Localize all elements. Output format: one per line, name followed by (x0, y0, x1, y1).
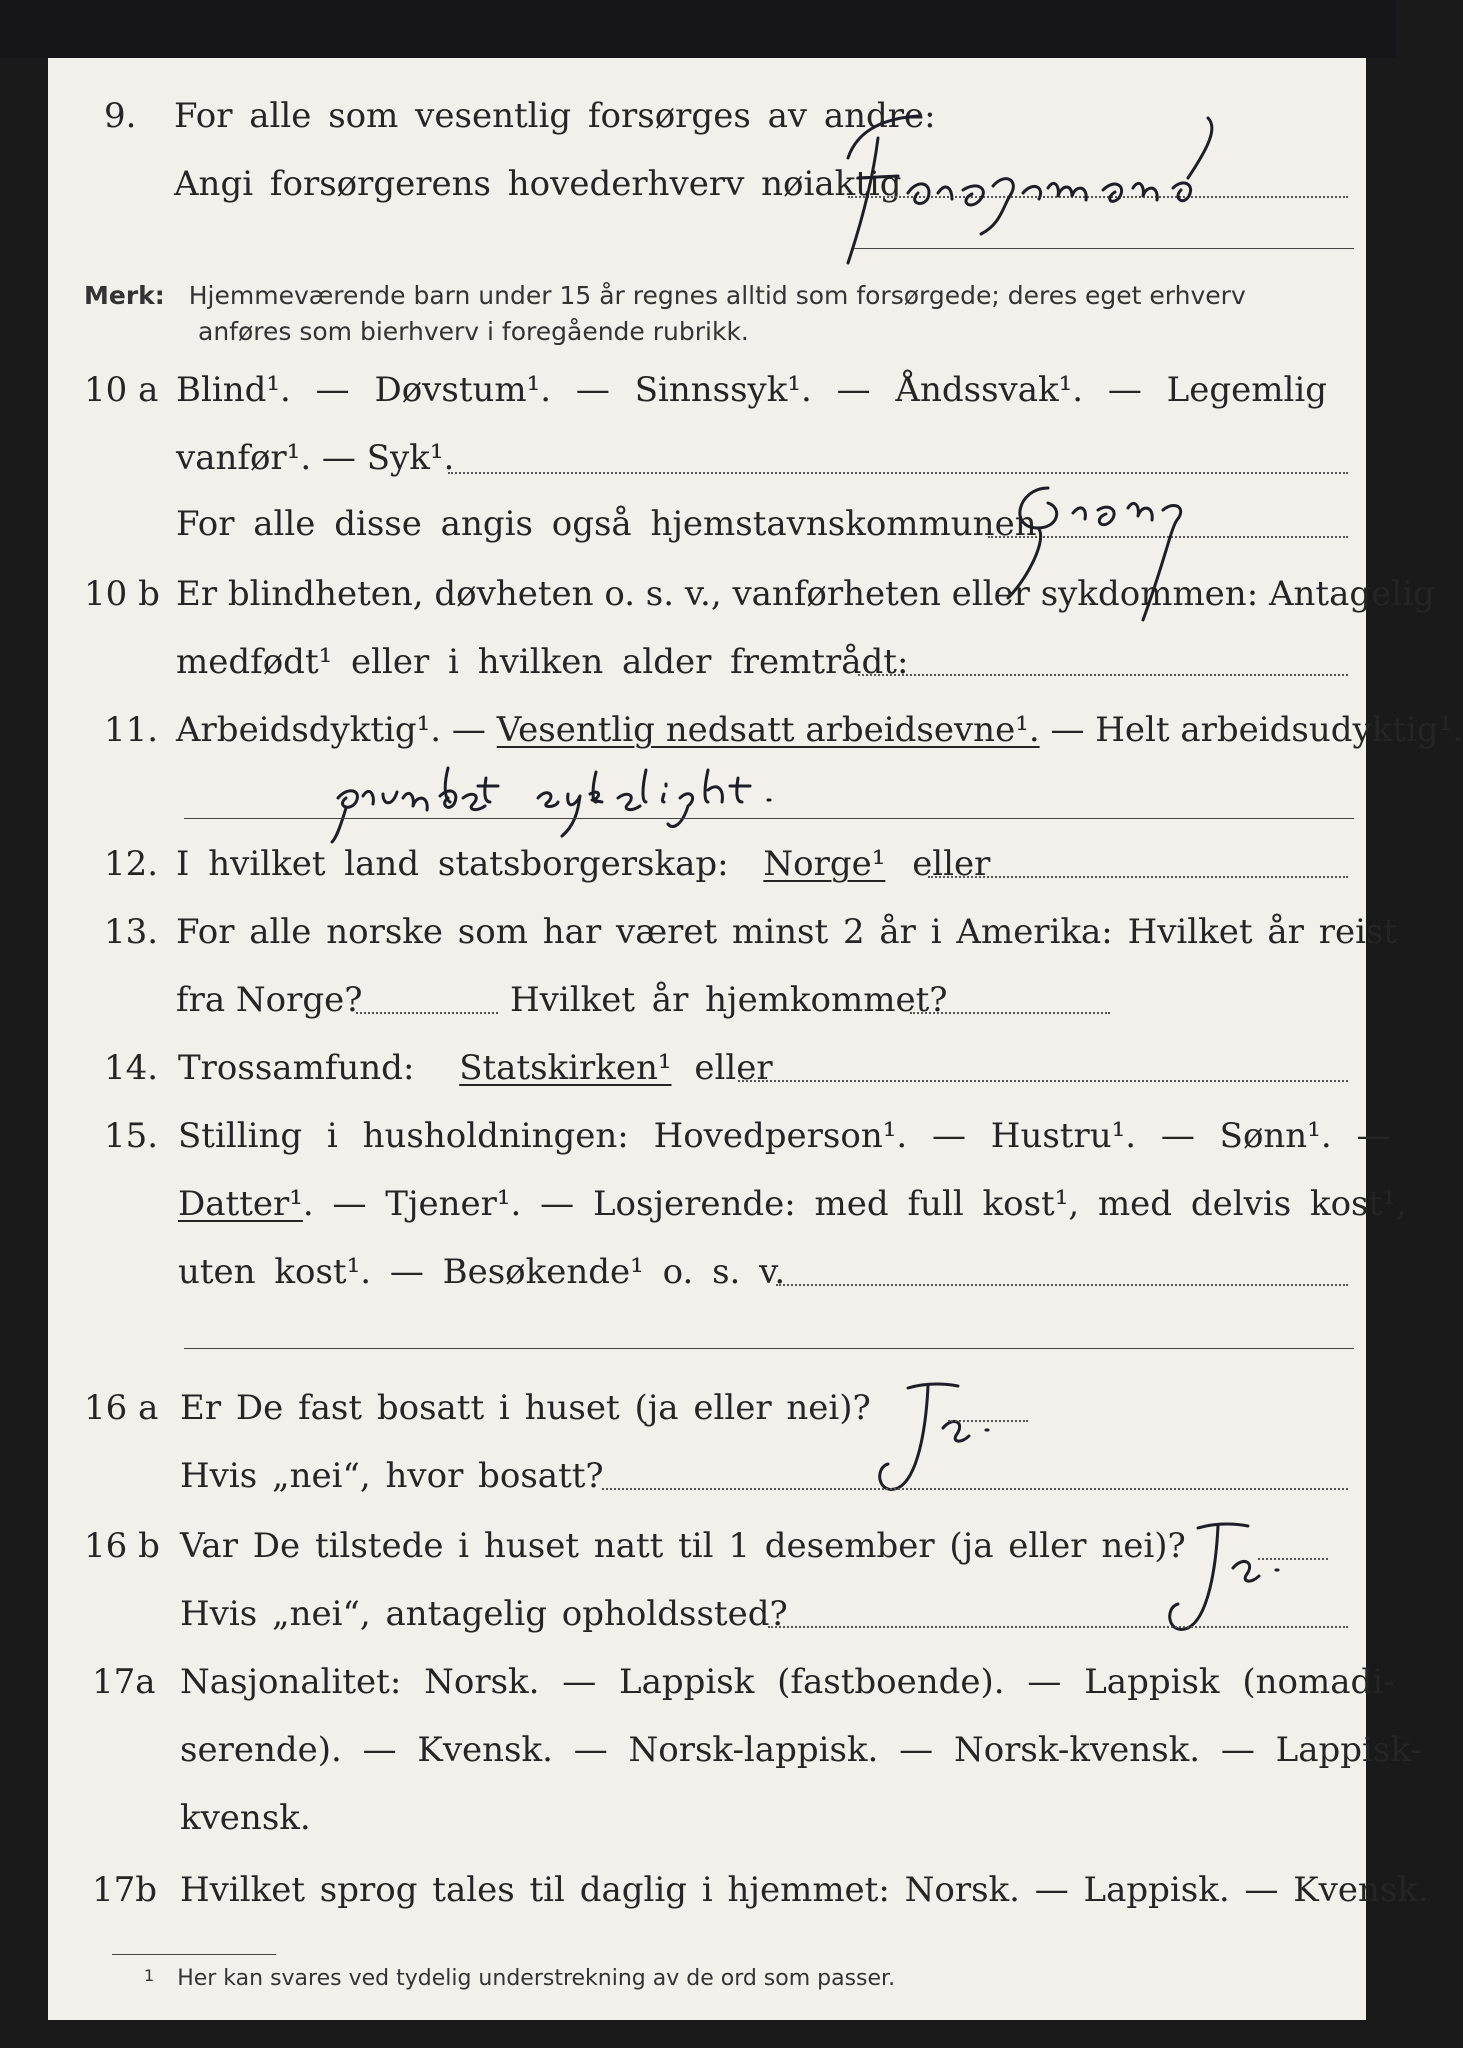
footnote-mark: 1 (144, 1966, 155, 1985)
footnote-text: Her kan svares ved tydelig understrekning av de ord som passer. (177, 1966, 896, 1991)
q10a-answer (49, 61, 50, 62)
q10a-line1: Blind¹. — Døvstum¹. — Sinnssyk¹. — Åndssvak¹. — Legemlig (176, 370, 1327, 410)
q10b-line2: medfødt¹ eller i hvilken alder fremtrådt: (176, 642, 909, 682)
q9-answer-underline (854, 248, 1354, 249)
q15-answer-line (776, 1284, 1348, 1286)
q9-line1: For alle som vesentlig forsørges av andre: (174, 96, 936, 136)
q16a-line1: Er De fast bosatt i huset (ja eller nei)? (180, 1388, 871, 1428)
q13-line1: For alle norske som har været minst 2 år i Amerika: Hvilket år reist (176, 912, 1398, 952)
q15-line2-text: . — Tjener¹. — Losjerende: med full kost¹, med delvis kost¹, (302, 1184, 1407, 1224)
q16a-handwriting-ja (848, 1368, 1008, 1508)
q9-handwriting-signature (818, 98, 1278, 268)
q12-option-norge-selected: Norge¹ (763, 844, 886, 884)
q13-hjemkommet-line (910, 1012, 1110, 1014)
footnote-rule (112, 1954, 276, 1955)
q16a-number: 16 a (84, 1388, 159, 1428)
merk-text-line2: anføres som bierhverv i foregående rubrikk. (198, 317, 749, 346)
q13-reist-line (356, 1012, 498, 1014)
q12-line (176, 844, 990, 884)
q10a-number: 10 a (84, 370, 159, 410)
q10a-line2: vanfør¹. — Syk¹. (176, 438, 455, 478)
q13-line2b: Hvilket år hjemkommet? (510, 980, 948, 1020)
q15-number: 15. (104, 1116, 159, 1156)
q11-option-udyktig: — Helt arbeidsudyktig¹. (1050, 710, 1463, 750)
q16b-line2: Hvis „nei“, antagelig opholdssted? (180, 1594, 788, 1634)
q16b-number: 16 b (84, 1526, 160, 1566)
q14-answer-line (738, 1080, 1348, 1082)
q9-number: 9. (104, 96, 137, 136)
q16b-answer (49, 67, 50, 68)
q17a-number: 17a (92, 1662, 156, 1702)
q17a-line2: serende). — Kvensk. — Norsk-lappisk. — Norsk-kvensk. — Lappisk- (180, 1730, 1422, 1770)
q17a-line1: Nasjonalitet: Norsk. — Lappisk (fastboende). — Lappisk (nomadi- (180, 1662, 1395, 1702)
q14-tail: eller (694, 1048, 773, 1088)
census-form-page (48, 58, 1463, 2020)
q14-option-statskirken-selected: Statskirken¹ (459, 1048, 672, 1088)
q10b-line1: Er blindheten, døvheten o. s. v., vanførheten eller sykdommen: Antagelig (176, 574, 1435, 614)
q16a-bosatt-line (602, 1488, 1348, 1490)
q15-option-datter-selected: Datter¹ (178, 1184, 303, 1224)
q11-options (176, 710, 1463, 750)
q14-line (178, 1048, 773, 1088)
q16a-answer (49, 65, 50, 66)
q15-line2 (178, 1184, 1407, 1224)
q9-answer (49, 59, 50, 60)
q13-line2a: fra Norge? (176, 980, 363, 1020)
q17b-line1: Hvilket sprog tales til daglig i hjemmet: Norsk. — Lappisk. — Kvensk. (180, 1870, 1429, 1910)
q11-answer-line (184, 818, 1354, 819)
q15-line3: uten kost¹. — Besøkende¹ o. s. v. (178, 1252, 786, 1292)
q11-handwriting-grundet-sykelighet (328, 758, 948, 848)
q16a-answer-line (948, 1420, 1028, 1422)
scan-top-edge (0, 0, 1396, 58)
q12-tail: eller (912, 844, 991, 884)
merk-note-line1 (84, 278, 1246, 314)
q16a-line2: Hvis „nei“, hvor bosatt? (180, 1456, 604, 1496)
merk-text-line1: Hjemmeværende barn under 15 år regnes alltid som forsørgede; deres eget erhverv (188, 281, 1246, 310)
q12-text: I hvilket land statsborgerskap: (176, 844, 729, 884)
merk-label: Merk: (84, 281, 165, 310)
q11-option-nedsatt-selected: Vesentlig nedsatt arbeidsevne¹. (496, 710, 1040, 750)
q16b-answer-line (1258, 1558, 1328, 1560)
q11-answer (49, 63, 50, 64)
q10b-answer-line (858, 674, 1348, 676)
q15-extra-line (184, 1348, 1354, 1349)
q13-number: 13. (104, 912, 159, 952)
q14-text: Trossamfund: (178, 1048, 415, 1088)
footnote (144, 1966, 895, 1991)
q16b-opholdssted-line (768, 1626, 1348, 1628)
q11-option-arbeidsdyktig: Arbeidsdyktig¹. — (176, 710, 486, 750)
q10a-line3: For alle disse angis også hjemstavnskommunen (176, 504, 1037, 544)
q9-line2: Angi forsørgerens hovederhverv nøiaktig (174, 164, 902, 204)
q15-line1: Stilling i husholdningen: Hovedperson¹. — Hustru¹. — Sønn¹. — (178, 1116, 1391, 1156)
q11-number: 11. (104, 710, 159, 750)
q14-number: 14. (104, 1048, 159, 1088)
q12-number: 12. (104, 844, 159, 884)
q17a-line3: kvensk. (180, 1798, 311, 1838)
q16b-line1: Var De tilstede i huset natt til 1 desember (ja eller nei)? (180, 1526, 1186, 1566)
q17b-number: 17b (92, 1870, 158, 1910)
q12-answer-line (928, 876, 1348, 878)
q10b-number: 10 b (84, 574, 160, 614)
